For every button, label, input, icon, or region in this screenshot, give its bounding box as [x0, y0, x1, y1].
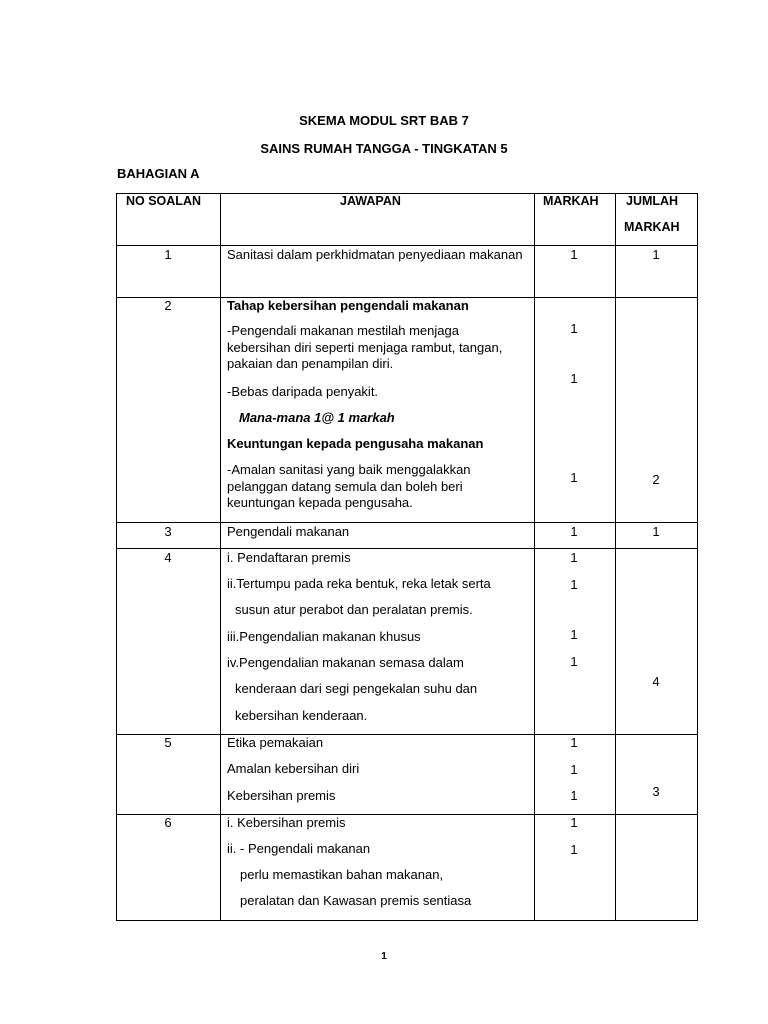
answer-text: perlu memastikan bahan makanan,: [240, 867, 444, 882]
mark-value: 1: [570, 654, 578, 669]
mark-value: 1: [570, 842, 578, 857]
answer-text: kenderaan dari segi pengekalan suhu dan: [235, 681, 478, 696]
document-title: SKEMA MODUL SRT BAB 7: [299, 113, 469, 128]
answer-text: Amalan kebersihan diri: [227, 761, 360, 776]
answer-text: peralatan dan Kawasan premis sentiasa: [240, 893, 472, 908]
answer-heading: Tahap kebersihan pengendali makanan: [227, 298, 469, 313]
answer-text: Etika pemakaian: [227, 735, 324, 750]
question-number: 5: [164, 735, 172, 750]
document-subtitle: SAINS RUMAH TANGGA - TINGKATAN 5: [260, 141, 508, 156]
answer-text: iii.Pengendalian makanan khusus: [227, 629, 421, 644]
header-jumlah-markah: MARKAH: [624, 220, 680, 234]
answer-text: -Amalan sanitasi yang baik menggalakkan pelanggan datang semula dan boleh beri keuntungan kepada pengusaha.: [227, 462, 471, 510]
answer-text: kebersihan kenderaan.: [235, 708, 368, 723]
mark-value: 1: [570, 735, 578, 750]
mark-value: 1: [570, 247, 578, 262]
total-mark: 3: [652, 784, 660, 799]
answer-text: ii. - Pengendali makanan: [227, 841, 371, 856]
mark-value: 1: [570, 550, 578, 565]
answer-heading: Keuntungan kepada pengusaha makanan: [227, 436, 484, 451]
mark-value: 1: [570, 762, 578, 777]
header-markah: MARKAH: [543, 194, 599, 208]
mark-value: 1: [570, 321, 578, 336]
header-jumlah: JUMLAH: [626, 194, 679, 208]
answer-text: Kebersihan premis: [227, 788, 336, 803]
question-number: 3: [164, 524, 172, 539]
total-mark: 1: [652, 247, 660, 262]
header-jawapan: JAWAPAN: [340, 194, 401, 208]
question-number: 2: [164, 298, 172, 313]
mark-value: 1: [570, 371, 578, 386]
question-number: 1: [164, 247, 172, 262]
answer-text: Pengendali makanan: [227, 524, 350, 539]
mark-value: 1: [570, 815, 578, 830]
page-number: 1: [381, 951, 387, 962]
mark-value: 1: [570, 470, 578, 485]
mark-value: 1: [570, 788, 578, 803]
question-number: 4: [164, 550, 172, 565]
answer-text: i. Pendaftaran premis: [227, 550, 351, 565]
answer-note: Mana-mana 1@ 1 markah: [239, 410, 395, 425]
total-mark: 1: [652, 524, 660, 539]
mark-value: 1: [570, 524, 578, 539]
section-heading: BAHAGIAN A: [117, 166, 200, 181]
answer-text: susun atur perabot dan peralatan premis.: [235, 602, 473, 617]
mark-value: 1: [570, 627, 578, 642]
answer-text: -Pengendali makanan mestilah menjaga kebersihan diri seperti menjaga rambut, tangan, pakaian dan penampilan diri.: [227, 323, 503, 371]
answer-text: -Bebas daripada penyakit.: [227, 384, 379, 399]
question-number: 6: [164, 815, 172, 830]
answer-text: iv.Pengendalian makanan semasa dalam: [227, 655, 464, 670]
answer-text: Sanitasi dalam perkhidmatan penyediaan makanan: [227, 247, 523, 262]
mark-value: 1: [570, 577, 578, 592]
total-mark: 2: [652, 472, 660, 487]
total-mark: 4: [652, 674, 660, 689]
header-no-soalan: NO SOALAN: [126, 194, 201, 208]
answer-text: ii.Tertumpu pada reka bentuk, reka letak serta: [227, 576, 491, 591]
answer-text: i. Kebersihan premis: [227, 815, 346, 830]
